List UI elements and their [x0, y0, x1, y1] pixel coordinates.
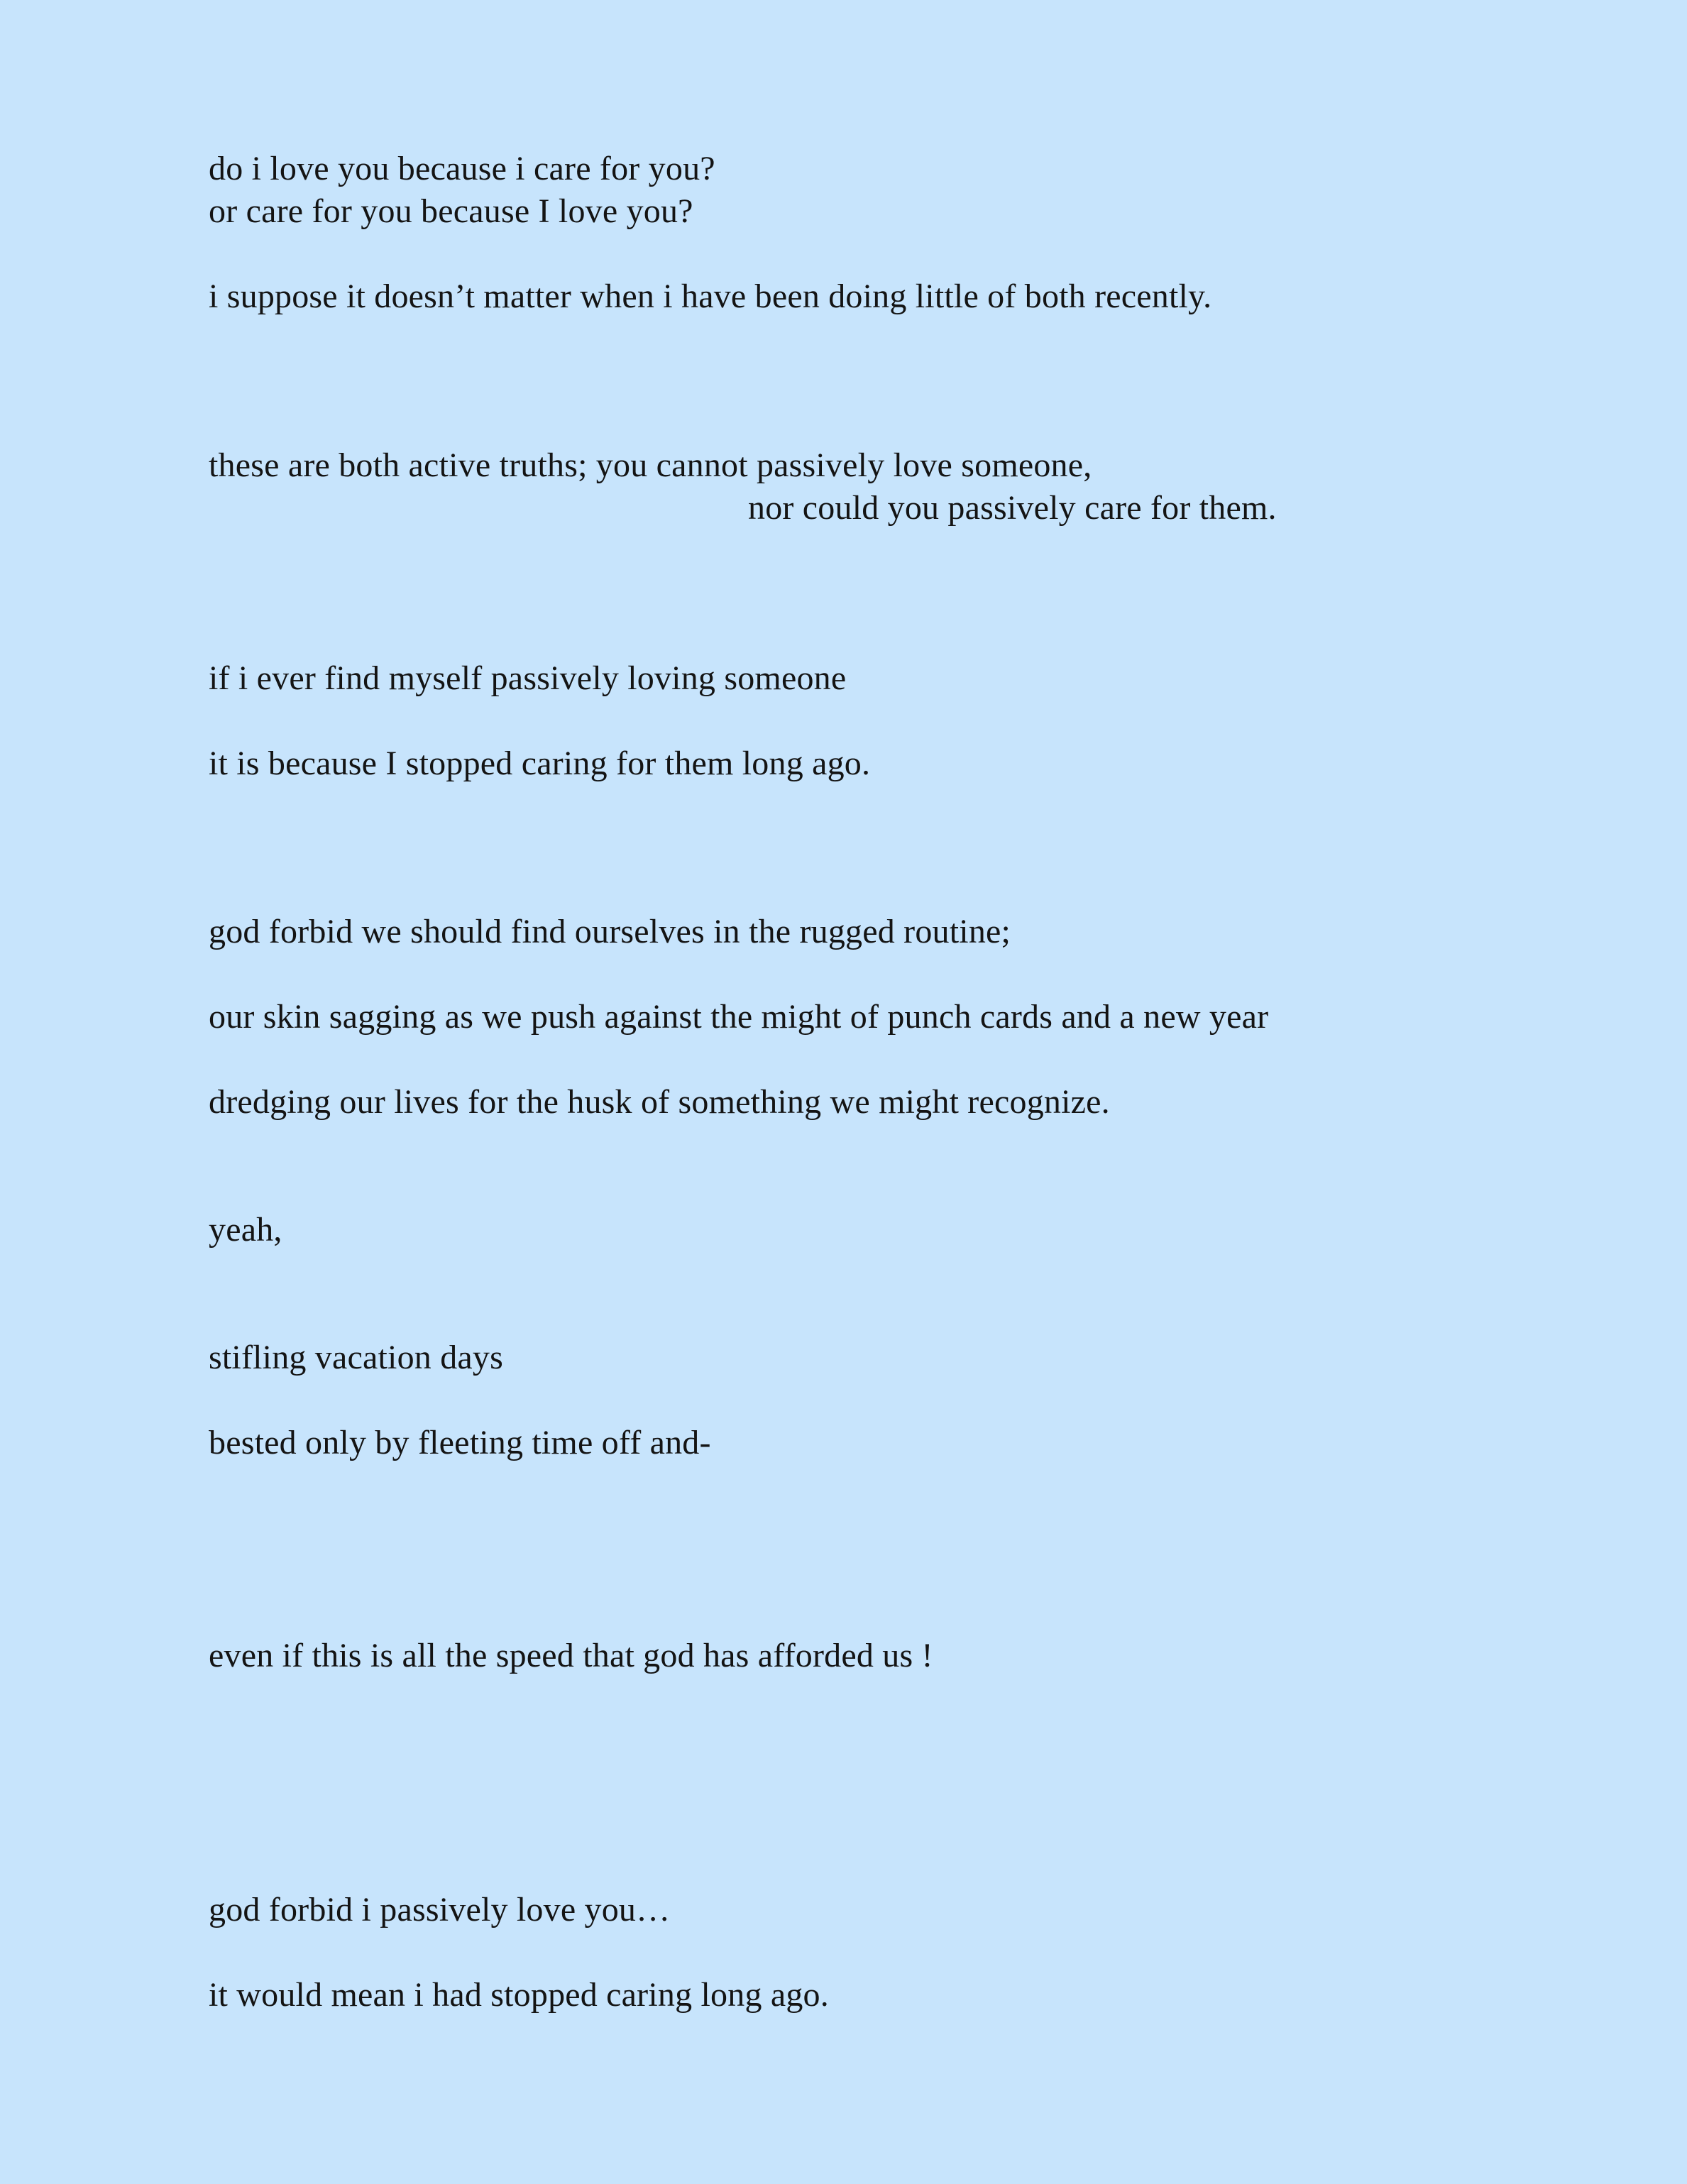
poem-line: god forbid i passively love you…	[209, 1891, 671, 1928]
poem-line: it would mean i had stopped caring long ago.	[209, 1976, 829, 2014]
poem-line: even if this is all the speed that god has afforded us !	[209, 1637, 933, 1674]
poem-line: god forbid we should find ourselves in the rugged routine;	[209, 913, 1011, 950]
poem-line: if i ever find myself passively loving someone	[209, 659, 847, 697]
poem-line: i suppose it doesn’t matter when i have been doing little of both recently.	[209, 278, 1212, 315]
poem-line: or care for you because I love you?	[209, 192, 693, 230]
poem-line: dredging our lives for the husk of something we might recognize.	[209, 1083, 1110, 1121]
poem-line: it is because I stopped caring for them long ago.	[209, 745, 871, 782]
poem-line: yeah,	[209, 1211, 282, 1249]
poem-line-indented: nor could you passively care for them.	[748, 489, 1277, 527]
poem-line: our skin sagging as we push against the might of punch cards and a new year	[209, 998, 1269, 1036]
poem-line: stifling vacation days	[209, 1339, 503, 1376]
poem-line: do i love you because i care for you?	[209, 150, 715, 187]
poem-line: bested only by fleeting time off and-	[209, 1424, 711, 1461]
poem-line: these are both active truths; you cannot passively love someone,	[209, 446, 1092, 484]
